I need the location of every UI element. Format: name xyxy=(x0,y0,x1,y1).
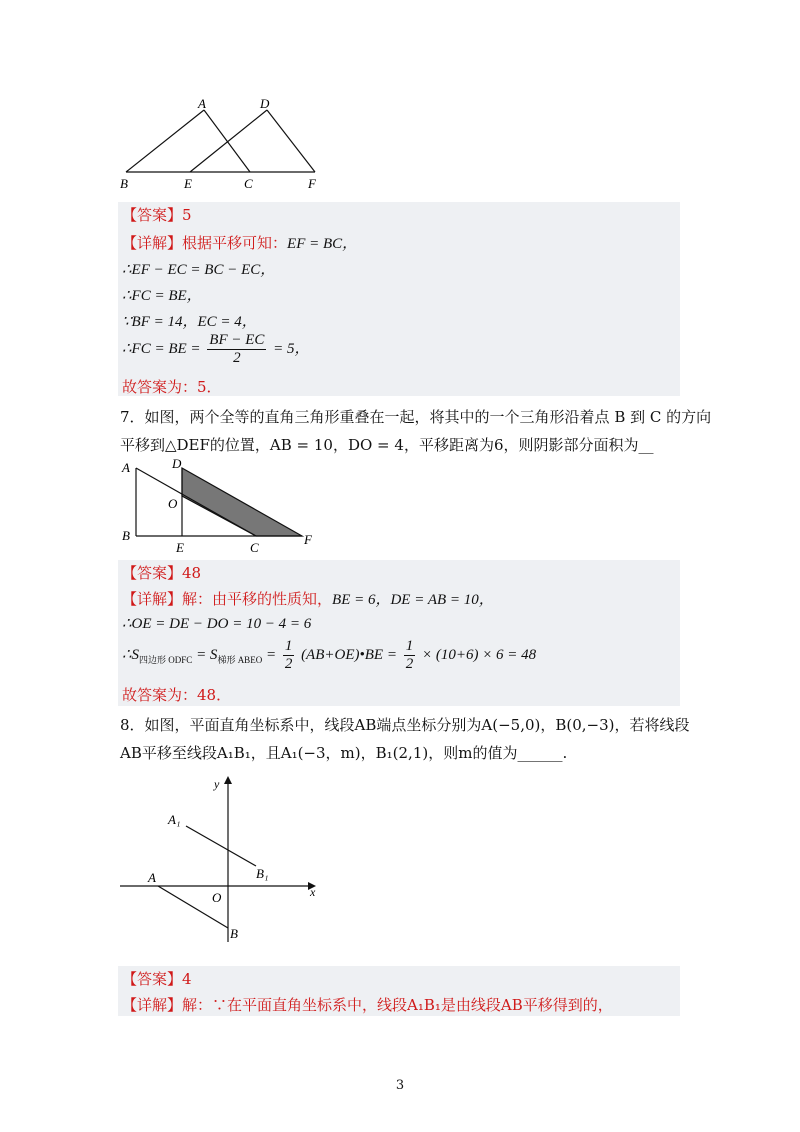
eq-part: = S xyxy=(196,646,218,663)
label-C: C xyxy=(244,176,253,191)
eq-part: = 5， xyxy=(273,340,310,357)
label-F: F xyxy=(304,532,312,547)
conclusion: 故答案为：48． xyxy=(122,686,232,704)
detail-text: 根据平移可知： xyxy=(182,234,288,252)
detail-text: 解：∵在平面直角坐标系中，线段A₁B₁是由线段AB平移得到的， xyxy=(182,996,613,1014)
label-B: B xyxy=(120,176,128,191)
equation: ∵BF = 14，EC = 4， xyxy=(122,314,257,330)
answer-tag: 【答案】 xyxy=(122,970,183,988)
answer-value: 4 xyxy=(182,970,192,988)
y-axis-arrow-icon xyxy=(224,776,232,784)
eq-part: ∴FC = BE = xyxy=(122,340,201,357)
label-D: D xyxy=(260,96,270,111)
label-D: D xyxy=(172,456,182,471)
label-O: O xyxy=(212,890,222,905)
answer-value: 5 xyxy=(182,206,192,224)
numerator: 1 xyxy=(405,638,414,654)
subscript: 梯形 ABEO xyxy=(217,654,263,665)
equation: BE = 6，DE = AB = 10， xyxy=(332,592,494,608)
label-A: A xyxy=(148,870,156,885)
answer-value: 48 xyxy=(182,564,202,582)
question-7-line-2: 平移到△DEF的位置，AB = 10，DO = 4，平移距离为6，则阴影部分面积为__ xyxy=(120,436,654,454)
label-x: x xyxy=(310,885,316,899)
label-A1: A₁ xyxy=(168,812,181,827)
label-B: B xyxy=(122,528,130,543)
fraction xyxy=(283,638,295,673)
label-B: B xyxy=(230,926,238,941)
answer-tag: 【答案】 xyxy=(122,564,183,582)
label-E: E xyxy=(184,176,192,191)
equation: EF = BC， xyxy=(287,236,358,252)
label-F: F xyxy=(308,176,316,191)
label-A: A xyxy=(198,96,206,111)
detail-text: 解：由平移的性质知， xyxy=(182,590,333,608)
figure-triangles-translation xyxy=(110,96,330,192)
label-B1: B₁ xyxy=(256,866,269,881)
fraction xyxy=(207,332,266,367)
answer-block-2 xyxy=(118,560,680,706)
question-8-line-2: AB平移至线段A₁B₁，且A₁(−3，m)，B₁(2,1)，则m的值为______. xyxy=(120,744,568,762)
eq-part: × (10+6) × 6 = 48 xyxy=(421,646,537,663)
numerator: 1 xyxy=(284,638,293,654)
label-E: E xyxy=(176,540,184,555)
question-8-line-1: 8．如图，平面直角坐标系中，线段AB端点坐标分别为A(−5,0)，B(0,−3)，若将线段 xyxy=(120,716,690,734)
figure-right-triangles-shaded xyxy=(116,454,326,558)
label-O: O xyxy=(168,496,178,511)
figure-coordinate-plane xyxy=(116,770,326,950)
detail-tag: 【详解】 xyxy=(122,590,183,608)
numerator: BF − EC xyxy=(209,332,265,348)
denominator: 2 xyxy=(284,656,293,672)
question-7-line-1: 7．如图，两个全等的直角三角形重叠在一起，将其中的一个三角形沿着点 B 到 C 的方向 xyxy=(120,408,712,426)
denominator: 2 xyxy=(405,656,414,672)
denominator: 2 xyxy=(233,350,241,366)
conclusion: 故答案为：5． xyxy=(122,378,222,396)
detail-tag: 【详解】 xyxy=(122,234,183,252)
label-y: y xyxy=(214,777,220,791)
subscript: 四边形 ODFC xyxy=(139,654,193,665)
eq-part: = xyxy=(265,646,277,663)
label-A: A xyxy=(122,460,130,475)
equation: ∴OE = DE − DO = 10 − 4 = 6 xyxy=(122,616,312,632)
equation: ∴FC = BE， xyxy=(122,288,202,304)
equation-fraction xyxy=(122,332,310,367)
answer-block-3 xyxy=(118,966,680,1016)
fraction xyxy=(404,638,416,673)
label-C: C xyxy=(250,540,259,555)
equation: ∴EF − EC = BC − EC， xyxy=(122,262,276,278)
eq-part: (AB+OE)•BE = xyxy=(301,646,397,663)
equation-area xyxy=(122,638,536,673)
eq-part: ∴S xyxy=(122,646,140,663)
page-number: 3 xyxy=(395,1078,405,1093)
detail-tag: 【详解】 xyxy=(122,996,183,1014)
answer-block-1 xyxy=(118,202,680,396)
answer-tag: 【答案】 xyxy=(122,206,183,224)
